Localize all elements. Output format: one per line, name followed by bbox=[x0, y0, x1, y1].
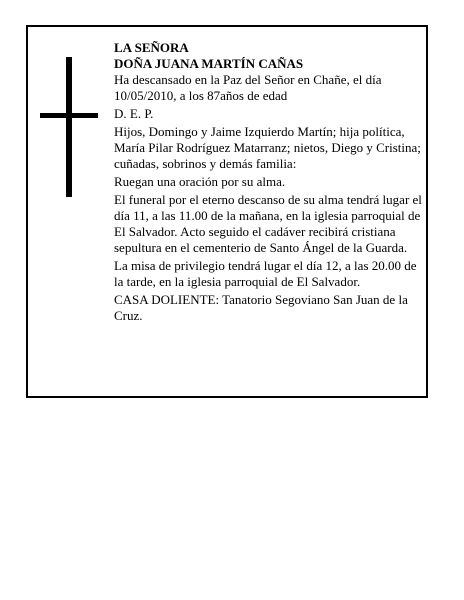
obituary-text bbox=[114, 40, 422, 326]
family-list: Hijos, Domingo y Jaime Izquierdo Martín; hija política, María Pilar Rodríguez Matarranz; nietos, Diego y Cristina; cuñadas, sobrinos y demás familia: bbox=[114, 124, 421, 171]
obituary-title-line1: LA SEÑORA bbox=[114, 40, 189, 55]
mass-details: La misa de privilegio tendrá lugar el día 12, a las 20.00 de la tarde, en la iglesia parroquial de El Salvador. bbox=[114, 258, 417, 289]
prayer-request: Ruegan una oración por su alma. bbox=[114, 174, 286, 189]
funeral-details: El funeral por el eterno descanso de su alma tendrá lugar el día 11, a las 11.00 de la mañana, en la iglesia parroquial de El Salvador. Acto seguido el cadáver recibirá cristiana sepultura en el cementerio de Santo Ángel de la Guarda. bbox=[114, 192, 422, 255]
mourning-house: CASA DOLIENTE: Tanatorio Segoviano San Juan de la Cruz. bbox=[114, 292, 408, 323]
dep-abbreviation: D. E. P. bbox=[114, 106, 154, 121]
death-announcement: Ha descansado en la Paz del Señor en Chañe, el día 10/05/2010, a los 87años de edad bbox=[114, 72, 382, 103]
cross-icon bbox=[40, 57, 98, 197]
cross-horizontal-bar bbox=[40, 113, 98, 118]
deceased-name: DOÑA JUANA MARTÍN CAÑAS bbox=[114, 56, 304, 71]
cross-vertical-bar bbox=[66, 57, 72, 197]
obituary-card bbox=[26, 25, 428, 398]
